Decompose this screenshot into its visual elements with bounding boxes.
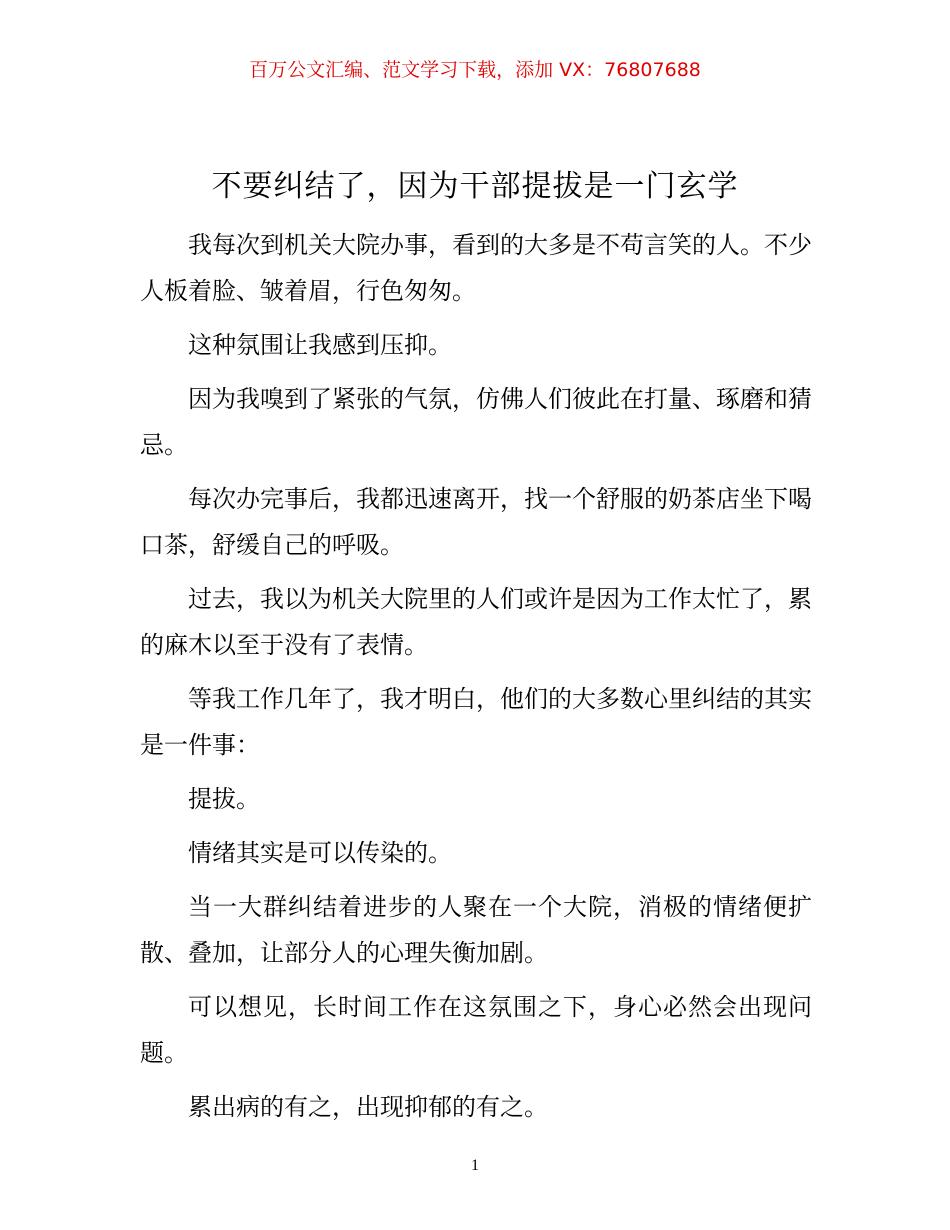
page-number: 1 [471,1157,479,1174]
document-body [140,222,812,1138]
paragraph: 当一大群纠结着进步的人聚在一个大院，消极的情绪便扩散、叠加，让部分人的心理失衡加剧。 [140,893,812,967]
paragraph: 情绪其实是可以传染的。 [188,839,452,867]
paragraph: 这种氛围让我感到压抑。 [188,331,452,359]
paragraph: 等我工作几年了，我才明白，他们的大多数心里纠结的其实是一件事： [140,685,812,759]
paragraph: 每次办完事后，我都迅速离开，找一个舒服的奶茶店坐下喝口茶，舒缓自己的呼吸。 [140,485,812,559]
paragraph: 提拔。 [188,785,260,813]
document-title: 不要纠结了，因为干部提拔是一门玄学 [211,169,739,204]
watermark-header: 百万公文汇编、范文学习下载，添加 VX：76807688 [249,59,701,81]
paragraph: 因为我嗅到了紧张的气氛，仿佛人们彼此在打量、琢磨和猜忌。 [140,385,812,459]
paragraph: 可以想见，长时间工作在这氛围之下，身心必然会出现问题。 [140,993,812,1067]
paragraph: 我每次到机关大院办事，看到的大多是不苟言笑的人。不少人板着脸、皱着眉，行色匆匆。 [140,231,812,305]
paragraph: 过去，我以为机关大院里的人们或许是因为工作太忙了，累的麻木以至于没有了表情。 [140,585,812,659]
paragraph: 累出病的有之，出现抑郁的有之。 [188,1093,548,1121]
